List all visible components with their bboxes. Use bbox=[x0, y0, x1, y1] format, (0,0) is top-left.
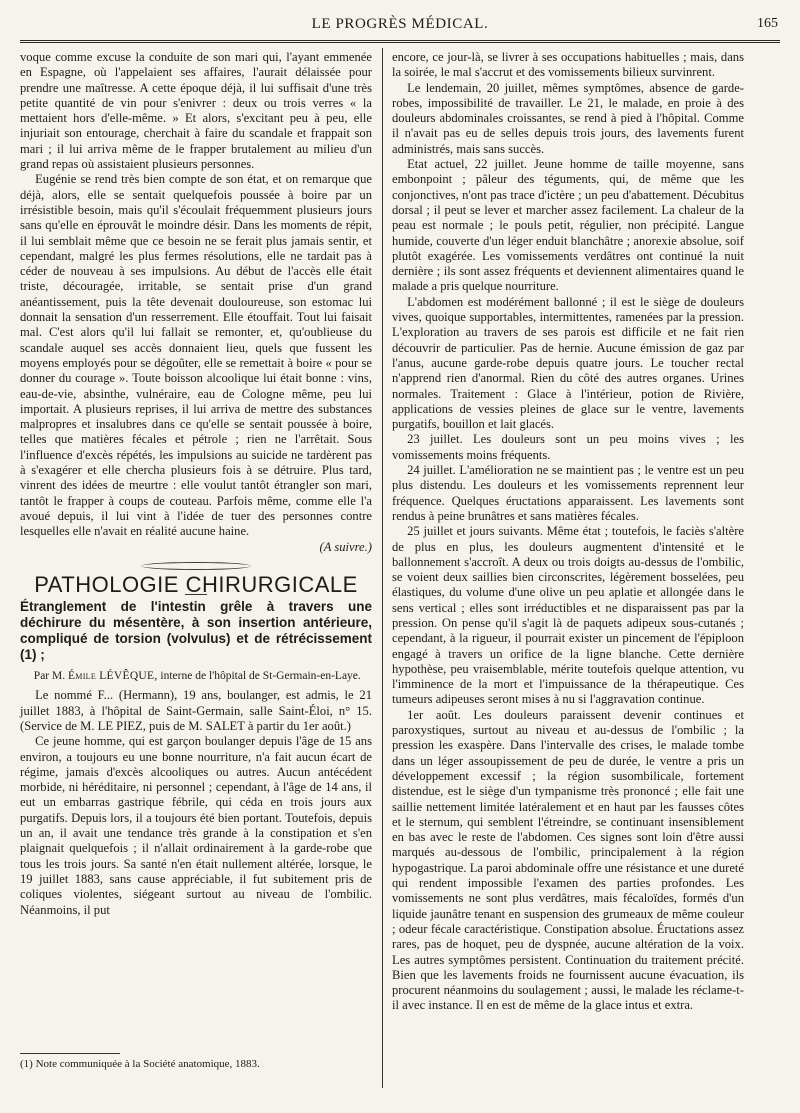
byline bbox=[20, 669, 372, 684]
paragraph: Le lendemain, 20 juillet, mêmes symptômes, absence de garde-robes, impossibilité de travailler. Le 21, le malade, en proie à des douleurs abdominales croissantes, se rend à pied à l'hôpital. Comme il n'avait pas eu de selles depuis trois jours, des lavements furent administrés, mais sans succès. bbox=[392, 80, 744, 156]
to-be-continued: (A suivre.) bbox=[319, 539, 372, 554]
byline-prefix: Par M. bbox=[33, 670, 66, 683]
article-title: Étranglement de l'intestin grêle à travers une déchirure du mésentère, à son insertion antérieure, compliqué de torsion (volvulus) et de rétrécissement (1) ; bbox=[20, 599, 372, 663]
page-header bbox=[20, 16, 780, 38]
paragraph: encore, ce jour-là, se livrer à ses occupations habituelles ; mais, dans la soirée, le mal s'accrut et des vomissements bilieux survinrent. bbox=[392, 50, 744, 80]
footnote: (1) Note communiquée à la Société anatomique, 1883. bbox=[20, 1058, 260, 1070]
header-rule bbox=[20, 40, 780, 43]
byline-author: Émile LÉVÊQUE, bbox=[67, 670, 158, 683]
paragraph: 25 juillet et jours suivants. Même état ; toutefois, le faciès s'altère de plus en plus, les douleurs augmentent d'intensité et le ballonnement s'accroît. A deux ou trois doigts au-dessus de l'ombilic, se voient deux saillies bien circonscrites, légèrement bosselées, peu élastiques, du volume d'une olive un peu aplatie et allongée dans le sens vertical ; elles sont irréductibles et ne disparaissent pas par la pression. On pense qu'il s'agit là de paquets adipeux sous-cutanés ; cependant, à la rigueur, il pourrait exister un pincement de l'épiploon engagé à travers un orifice de la ligne blanche. Cette dernière hypothèse, peu vraisemblable, mérite toutefois quelque attention, vu l'imminence de la mort et l'impuissance de la thérapeutique. Ces tumeurs adipeuses seront mises à nu si l'aggravation continue. bbox=[392, 524, 744, 707]
paragraph: L'abdomen est modérément ballonné ; il est le siège de douleurs vives, quoique supportables, intermittentes, ramenées par la pression. L'exploration au travers de ses parois est difficile et ne fait rien découvrir de particulier. Pas de hernie. Aucune émission de gaz par l'anus, aucune garde-robe depuis quatre jours. Le toucher rectal n'apprend rien d'anormal. Rien du côté des autres organes. Urines normales. Traitement : Glace à l'intérieur, potion de Rivière, applications de vessies pleines de glace sur le ventre, lavements purgatifs, bouillon et lait glacés. bbox=[392, 294, 744, 432]
right-column bbox=[392, 50, 744, 1014]
ornament-separator bbox=[20, 559, 372, 573]
paragraph: 24 juillet. L'amélioration ne se maintient pas ; le ventre est un peu plus distendu. Les douleurs et les vomissements reprennent leur fréquence. Quelques éructations apparaissent. Les lavements sont rendus à peine brunâtres et sans matières fécales. bbox=[392, 463, 744, 523]
column-divider bbox=[382, 48, 383, 1088]
section-title: PATHOLOGIE CHIRURGICALE bbox=[34, 571, 358, 597]
paragraph: Ce jeune homme, qui est garçon boulanger depuis l'âge de 15 ans environ, a toujours eu une bonne nourriture, n'a fait aucun écart de régime, jamais d'excès alcooliques ou autres. Aucun antécédent morbide, ni héréditaire, ni personnel ; cependant, à l'âge de 14 ans, il eut un embarras gastrique fébrile, qui céda en trois jours aux purgatifs. Depuis lors, il a toujours été bien portant. Toutefois, depuis un an, il avait une tendance très grande à la constipation et s'en plaignait quelquefois ; il n'allait ordinairement à la garde-robe que tous les trois jours. Sa santé n'en était nullement altérée, lorsque, le 19 juillet 1883, sans cause appréciable, il fut subitement pris de coliques violentes, siégeant surtout au niveau de l'ombilic. Néanmoins, il put bbox=[20, 734, 372, 917]
paragraph: Le nommé F... (Hermann), 19 ans, boulanger, est admis, le 21 juillet 1883, à l'hôpital de Saint-Germain, salle Saint-Éloi, n° 15. (Service de M. LE PIEZ, puis de M. SALET à partir du 1er août.) bbox=[20, 688, 372, 733]
paragraph: voque comme excuse la conduite de son mari qui, l'ayant emmenée en Espagne, où l'appelaient ses affaires, l'aurait délaissée pour prendre une maîtresse. A cette époque déjà, il lui suffisait d'une très petite quantité de vin pour s'enivrer : deux ou trois verres « la mettaient hors d'elle-même. » Et alors, s'excitant peu à peu, elle injuriait son entourage, cherchait à faire du scandale et frappait son mari ; il lui arriva même de le frapper brutalement au milieu d'un grand repas où assistaient plusieurs personnes. bbox=[20, 50, 372, 172]
byline-suffix: interne de l'hôpital de St-Germain-en-Laye. bbox=[160, 670, 361, 683]
left-column bbox=[20, 50, 372, 918]
journal-title: LE PROGRÈS MÉDICAL. bbox=[311, 16, 489, 32]
paragraph: 1er août. Les douleurs paraissent devenir continues et paroxystiques, surtout au niveau et au-dessus de l'ombilic ; la pression les exaspère. Dans l'intervalle des crises, le malade tombe dans un léger assoupissement de peu de durée, le ventre a pris un développement excessif ; la région susombilicale, fortement distendue, est le siège d'un tympanisme très prononcé ; elle fait une saillie nettement limitée latéralement et en haut par les fausses côtes et le sternum, qui semblent l'étreindre, se continuant insensiblement en bas avec le reste de l'abdomen. Ces signes sont loin d'être aussi marqués au-dessous de l'ombilic, principalement à la région hypogastrique. La paroi abdominale offre une résistance et une dureté qui rendent impossible l'examen des parties profondes. Les vomissements ne sont plus verdâtres, mais fécaloïdes, formés d'un liquide jaunâtre tenant en suspension des grumeaux de même couleur ; odeur fécale caractéristique. Constipation absolue. Éructations assez rares, pas de hoquet, peu de dyspnée, aucune altération de la voix. Les autres symptômes persistent. Continuation du traitement précité. Bien que les lavements froids ne fournissent aucune évacuation, ils procurent néanmoins du soulagement ; aussi, le malade les réclame-t-il avec instance. Il en est de même de la glace intus et extra. bbox=[392, 707, 744, 1013]
footnote-rule bbox=[20, 1053, 120, 1054]
paragraph: 23 juillet. Les douleurs sont un peu moins vives ; les vomissements moins fréquents. bbox=[392, 432, 744, 462]
page-number: 165 bbox=[757, 16, 778, 31]
paragraph: Eugénie se rend très bien compte de son état, et on remarque que déjà, alors, elle se sentait quelquefois poussée à boire par un irrésistible besoin, mais qu'il s'écoulait fréquemment plusieurs jours sans qu'elle en éprouvât le moindre désir. Dans les moments de répit, il lui semblait même que ce besoin ne se ferait plus jamais sentir, et cependant, malgré les plus fermes résolutions, elle ne tardait pas à céder de nouveau à ses impulsions. Au début de l'accès elle était triste, découragée, irritable, se sentait prise d'un grand anéantissement, puis la tête devenait douloureuse, son estomac lui donnait la sensation d'un resserrement. Elle étouffait. Tout lui faisait mal. C'est alors qu'il lui fallait se remonter, et, qu'oublieuse du scandale auquel ses accès donnaient lieu, quels que fussent les moyens employés pour se dégoûter, elle se remettait à boire « pour se donner du courage ». Toute boisson alcoolique lui était bonne : vins, eau-de-vie, absinthe, vulnéraire, eau de Cologne même, peu lui importait. A plusieurs reprises, il lui arriva de mettre des substances malpropres et insalubres dans ce qu'elle se sentait poussée à boire, telles que matières fécales et pétrole ; rien ne l'arrêtait. Sous l'influence d'excès répétés, les impulsions au suicide ne tardèrent pas à s'exagérer et elle chercha plusieurs fois à se détruire. Plus tard, vinrent des idées de meurtre : elle voulut tantôt étrangler son mari, tantôt le frapper à coups de couteau. Parfois même, comme elle l'a avoué depuis, il lui vint à l'idée de tuer des personnes contre lesquelles elle n'avait en réalité aucune haine. bbox=[20, 172, 372, 539]
paragraph: Etat actuel, 22 juillet. Jeune homme de taille moyenne, sans embonpoint ; pâleur des téguments, qui, de même que les conjonctives, n'ont pas trace d'ictère ; un peu d'abattement. Décubitus dorsal ; il peut se lever et marcher assez facilement. La chaleur de la peau est normale ; le pouls petit, régulier, non précipité. Langue humide, couverte d'un léger enduit blanchâtre ; anorexie absolue, soif plutôt exagérée. Les vomissements verdâtres ont continué la nuit dernière ; ils sont assez fréquents et deviennent alimentaires quand le malade a pris quelque nourriture. bbox=[392, 157, 744, 294]
